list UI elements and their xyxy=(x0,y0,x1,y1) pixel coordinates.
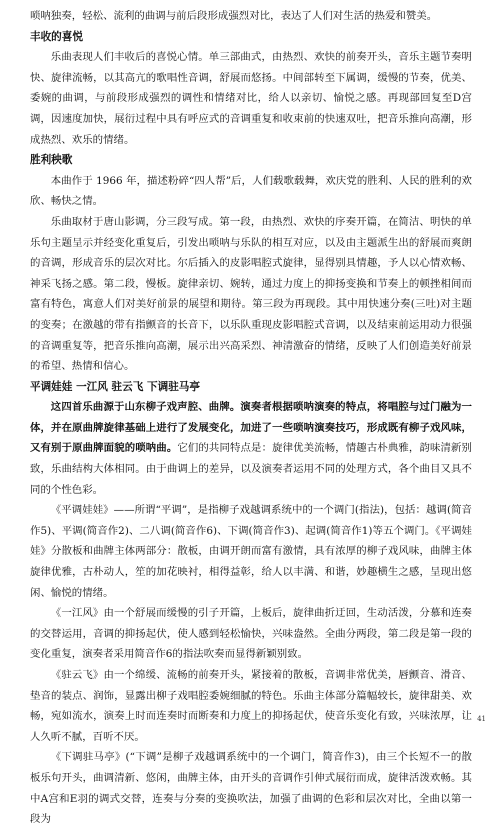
section-heading-four-pieces: 平调娃娃 一江风 驻云飞 下调驻马亭 xyxy=(30,380,200,393)
section-heading-victory: 胜利秧歌 xyxy=(30,154,73,167)
section-heading-harvest: 丰收的喜悦 xyxy=(30,30,83,43)
intro-line: 唢呐独奏，轻松、流利的曲调与前后段形成强烈对比，表达了人们对生活的热爱和赞美。 xyxy=(30,10,438,22)
four-pieces-intro-rest: 它们的共同特点是：旋律优美流畅，情趣古朴典雅，韵味清新别致，乐曲结构大体相同。由于曲调上的差异，以及演奏者运用不同的处理方式，各个曲目又具不同的个性色彩。 xyxy=(30,442,472,496)
victory-paragraph-2: 乐曲取材于唐山影调，分三段写成。第一段，由热烈、欢快的序奏开篇，在简洁、明快的单乐句主题呈示并经变化重复后，引发出唢呐与乐队的相互对应，以及由主题派生出的舒展而爽朗的音调，形成音乐的层次对比。尔后插入的皮影唱腔式旋律，显得别具情趣，予人以心情欢畅、神采飞扬之感。第二段，慢板。旋律亲切、婉转，通过力度上的抑扬变换和节奏上的顿挫相间而富有特色，寓意人们对美好前景的展望和期待。第三段为再现段。其中用快速分奏(三吐)对主题的变奏；在激越的带有指颤音的长音下，以乐队重现皮影唱腔式音调，以及结束前运用动力很强的音调重复等，把音乐推向高潮，展示出兴高采烈、神清激奋的情绪，反映了人们创造美好前景的希望、热情和信心。 xyxy=(30,215,472,373)
page-number: 41 xyxy=(477,715,486,723)
yijiangfeng-paragraph: 《一江风》由一个舒展而缓慢的引子开篇，上板后，旋律曲折迂回，生动活泼，分慕和连奏的交替运用，音调的抑扬起伏，使人感到轻松愉快，兴味盎然。全曲分两段，第二段是第一段的变化重复，演奏者采用简音作6的指法吹奏而显得新颖别致。 xyxy=(30,607,472,661)
four-pieces-paragraph-1 xyxy=(30,397,472,500)
victory-paragraph-1: 本曲作于 1966 年，描述粉碎“四人帮”后，人们载歌载舞，欢庆党的胜利、人民的胜利的欢欣、畅快之情。 xyxy=(30,174,472,208)
harvest-paragraph: 乐曲表现人们丰收后的喜悦心情。单三部曲式，由热烈、欢快的前奏开头，音乐主题节奏明快、旋律流畅，以其高亢的歌唱性音调，舒展而悠扬。中间部转至下属调，缓慢的节奏，优美、委婉的曲调，与前段形成强烈的调性和情绪对比，给人以亲切、愉悦之感。再现部回复至D宫调，因速度加快，展衍过程中具有呼应式的音调重复和收束前的快速双吐，把音乐推向高潮，形成热烈、欢乐的情绪。 xyxy=(30,51,472,146)
four-pieces-intro-bold: 这四首乐曲源于山东柳子戏声腔、曲牌。演奏者根据唢呐演奏的特点，将唱腔与过门融为一体，并在原曲牌旋律基础上进行了发展变化，加进了一些唢呐演奏技巧，形成既有柳子戏风味，又有别于原曲牌面貌的唢呐曲。 xyxy=(30,401,472,455)
xiadiao-paragraph: 《下调驻马亭》(“下调”是柳子戏越调系统中的一个调门，简音作3)，由三个长短不一的散板乐句开头，曲调清新、悠闲，曲牌主体，由开头的音调作引伸式展衍而成，旋律活泼欢畅。其中A宫和E羽的调式交替，连奏与分奏的变换吹法，加强了曲调的色彩和层次对比，全曲以第一段为 xyxy=(30,751,472,826)
zhuyunfei-paragraph: 《驻云飞》由一个绵缓、流畅的前奏开头，紧接着的散板，音调非常优美，唇颤音、滑音、垫音的装点、润饰，显露出柳子戏唱腔委婉细腻的特色。乐曲主体部分篇幅较长，旋律甜美、欢畅，宛如流水，演奏上时而连奏时而断奏和力度上的抑扬起伏，使音乐变化有致，兴味浓厚，让人久听不腻，百听不厌。 xyxy=(30,669,472,743)
pingdiao-paragraph: 《平调娃娃》——所谓“平调”，是指柳子戏越调系统中的一个调门(指法)，包括：越调(简音作5)、平调(简音作2)、二八调(简音作6)、下调(简音作3)、起调(简音作1)等五个调门。《平调娃娃》分散板和曲牌主体两部分：散板，由调开朗而富有激情，具有浓厚的柳子戏风味，曲牌主体旋律优雅，古朴动人，笙的加花映衬，相得益彰，给人以丰满、和谐，妙趣横生之感，呈现出悠闲、愉悦的情绪。 xyxy=(30,504,472,599)
